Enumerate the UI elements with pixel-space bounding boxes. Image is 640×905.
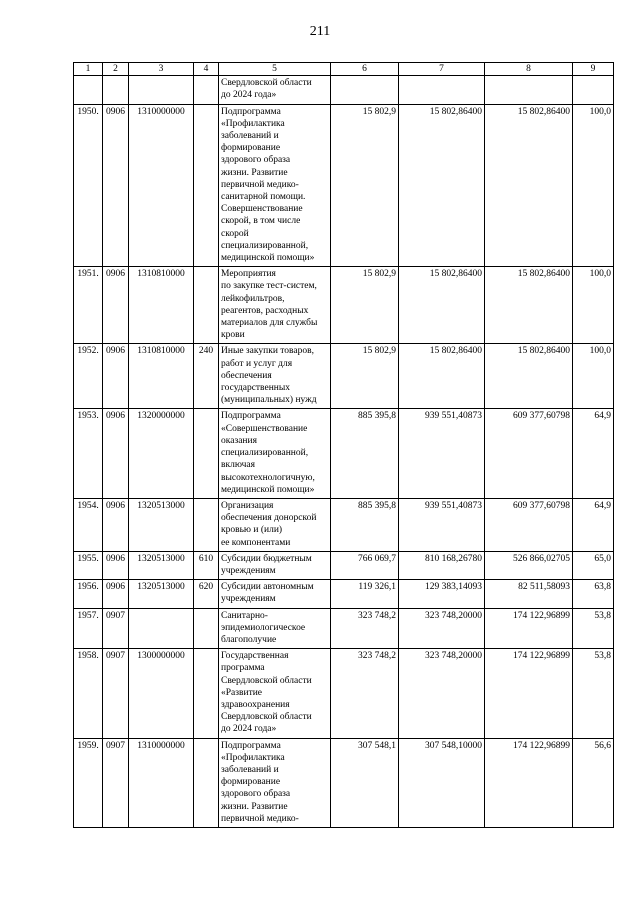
item-name-cell: Мероприятия по закупке тест-систем, лейкофильтров, реагентов, расходных материалов для службы крови bbox=[219, 267, 331, 344]
section-code-cell: 0906 bbox=[103, 580, 129, 608]
refined-amount-cell: 323 748,20000 bbox=[399, 649, 485, 738]
expense-type-cell bbox=[194, 409, 219, 498]
row-number-cell: 1958. bbox=[74, 649, 103, 738]
approved-amount-cell: 323 748,2 bbox=[331, 608, 399, 649]
refined-amount-cell: 307 548,10000 bbox=[399, 738, 485, 827]
target-article-cell: 1310810000 bbox=[129, 344, 194, 409]
approved-amount-cell: 15 802,9 bbox=[331, 267, 399, 344]
approved-amount-cell bbox=[331, 76, 399, 104]
item-name-cell: Подпрограмма «Совершенствование оказания специализированной, включая высокотехнологичную, медицинской помощи» bbox=[219, 409, 331, 498]
section-code-cell: 0907 bbox=[103, 608, 129, 649]
approved-amount-cell: 15 802,9 bbox=[331, 104, 399, 267]
table-row bbox=[74, 498, 614, 551]
target-article-cell: 1310000000 bbox=[129, 738, 194, 827]
expense-type-cell bbox=[194, 76, 219, 104]
item-name-cell: Субсидии автономным учреждениям bbox=[219, 580, 331, 608]
executed-amount-cell: 526 866,02705 bbox=[485, 551, 573, 579]
execution-percent-cell: 64,9 bbox=[573, 409, 614, 498]
column-header: 3 bbox=[129, 63, 194, 76]
column-header: 1 bbox=[74, 63, 103, 76]
execution-percent-cell: 53,8 bbox=[573, 608, 614, 649]
executed-amount-cell: 15 802,86400 bbox=[485, 267, 573, 344]
executed-amount-cell: 82 511,58093 bbox=[485, 580, 573, 608]
expense-type-cell bbox=[194, 267, 219, 344]
refined-amount-cell: 15 802,86400 bbox=[399, 104, 485, 267]
column-header: 7 bbox=[399, 63, 485, 76]
execution-percent-cell: 100,0 bbox=[573, 104, 614, 267]
expense-type-cell bbox=[194, 738, 219, 827]
approved-amount-cell: 119 326,1 bbox=[331, 580, 399, 608]
expense-type-cell: 240 bbox=[194, 344, 219, 409]
executed-amount-cell bbox=[485, 76, 573, 104]
row-number-cell: 1959. bbox=[74, 738, 103, 827]
refined-amount-cell bbox=[399, 76, 485, 104]
section-code-cell: 0906 bbox=[103, 498, 129, 551]
execution-percent-cell: 63,8 bbox=[573, 580, 614, 608]
refined-amount-cell: 810 168,26780 bbox=[399, 551, 485, 579]
table-row bbox=[74, 104, 614, 267]
approved-amount-cell: 885 395,8 bbox=[331, 498, 399, 551]
section-code-cell bbox=[103, 76, 129, 104]
section-code-cell: 0907 bbox=[103, 738, 129, 827]
row-number-cell: 1954. bbox=[74, 498, 103, 551]
target-article-cell bbox=[129, 608, 194, 649]
refined-amount-cell: 323 748,20000 bbox=[399, 608, 485, 649]
refined-amount-cell: 15 802,86400 bbox=[399, 344, 485, 409]
row-number-cell: 1953. bbox=[74, 409, 103, 498]
refined-amount-cell: 939 551,40873 bbox=[399, 409, 485, 498]
page-number: 211 bbox=[309, 24, 331, 39]
execution-percent-cell: 65,0 bbox=[573, 551, 614, 579]
row-number-cell: 1957. bbox=[74, 608, 103, 649]
refined-amount-cell: 15 802,86400 bbox=[399, 267, 485, 344]
section-code-cell: 0906 bbox=[103, 104, 129, 267]
target-article-cell: 1310000000 bbox=[129, 104, 194, 267]
section-code-cell: 0907 bbox=[103, 649, 129, 738]
target-article-cell: 1300000000 bbox=[129, 649, 194, 738]
target-article-cell: 1320000000 bbox=[129, 409, 194, 498]
column-header: 9 bbox=[573, 63, 614, 76]
column-header: 5 bbox=[219, 63, 331, 76]
item-name-cell: Иные закупки товаров, работ и услуг для обеспечения государственных (муниципальных) нужд bbox=[219, 344, 331, 409]
table-row bbox=[74, 409, 614, 498]
item-name-cell: Организация обеспечения донорской кровью и (или) ее компонентами bbox=[219, 498, 331, 551]
table-row bbox=[74, 551, 614, 579]
table-header-row bbox=[74, 63, 614, 76]
table-row bbox=[74, 580, 614, 608]
expense-type-cell bbox=[194, 608, 219, 649]
execution-percent-cell: 56,6 bbox=[573, 738, 614, 827]
table-row bbox=[74, 76, 614, 104]
target-article-cell: 1310810000 bbox=[129, 267, 194, 344]
approved-amount-cell: 323 748,2 bbox=[331, 649, 399, 738]
executed-amount-cell: 15 802,86400 bbox=[485, 104, 573, 267]
refined-amount-cell: 939 551,40873 bbox=[399, 498, 485, 551]
expense-type-cell bbox=[194, 649, 219, 738]
table-row bbox=[74, 267, 614, 344]
item-name-cell: Подпрограмма «Профилактика заболеваний и формирование здорового образа жизни. Развитие первичной медико- санитарной помощи. Совершенствование скорой, в том числе скорой специализированной, медицинской помощи» bbox=[219, 104, 331, 267]
column-header: 8 bbox=[485, 63, 573, 76]
section-code-cell: 0906 bbox=[103, 551, 129, 579]
column-header: 2 bbox=[103, 63, 129, 76]
executed-amount-cell: 174 122,96899 bbox=[485, 649, 573, 738]
approved-amount-cell: 15 802,9 bbox=[331, 344, 399, 409]
section-code-cell: 0906 bbox=[103, 409, 129, 498]
row-number-cell: 1956. bbox=[74, 580, 103, 608]
expense-type-cell: 620 bbox=[194, 580, 219, 608]
item-name-cell: Субсидии бюджетным учреждениям bbox=[219, 551, 331, 579]
expense-type-cell: 610 bbox=[194, 551, 219, 579]
column-header: 6 bbox=[331, 63, 399, 76]
row-number-cell: 1952. bbox=[74, 344, 103, 409]
budget-table bbox=[73, 62, 614, 828]
executed-amount-cell: 15 802,86400 bbox=[485, 344, 573, 409]
section-code-cell: 0906 bbox=[103, 344, 129, 409]
target-article-cell: 1320513000 bbox=[129, 551, 194, 579]
executed-amount-cell: 174 122,96899 bbox=[485, 608, 573, 649]
approved-amount-cell: 307 548,1 bbox=[331, 738, 399, 827]
row-number-cell: 1950. bbox=[74, 104, 103, 267]
table-row bbox=[74, 608, 614, 649]
executed-amount-cell: 609 377,60798 bbox=[485, 409, 573, 498]
section-code-cell: 0906 bbox=[103, 267, 129, 344]
execution-percent-cell: 100,0 bbox=[573, 267, 614, 344]
execution-percent-cell bbox=[573, 76, 614, 104]
row-number-cell bbox=[74, 76, 103, 104]
target-article-cell: 1320513000 bbox=[129, 498, 194, 551]
approved-amount-cell: 885 395,8 bbox=[331, 409, 399, 498]
execution-percent-cell: 53,8 bbox=[573, 649, 614, 738]
row-number-cell: 1955. bbox=[74, 551, 103, 579]
expense-type-cell bbox=[194, 498, 219, 551]
row-number-cell: 1951. bbox=[74, 267, 103, 344]
target-article-cell bbox=[129, 76, 194, 104]
execution-percent-cell: 64,9 bbox=[573, 498, 614, 551]
item-name-cell: Свердловской области до 2024 года» bbox=[219, 76, 331, 104]
refined-amount-cell: 129 383,14093 bbox=[399, 580, 485, 608]
executed-amount-cell: 174 122,96899 bbox=[485, 738, 573, 827]
table-row bbox=[74, 344, 614, 409]
executed-amount-cell: 609 377,60798 bbox=[485, 498, 573, 551]
target-article-cell: 1320513000 bbox=[129, 580, 194, 608]
column-header: 4 bbox=[194, 63, 219, 76]
item-name-cell: Подпрограмма «Профилактика заболеваний и формирование здорового образа жизни. Развитие первичной медико- bbox=[219, 738, 331, 827]
approved-amount-cell: 766 069,7 bbox=[331, 551, 399, 579]
expense-type-cell bbox=[194, 104, 219, 267]
item-name-cell: Санитарно- эпидемиологическое благополучие bbox=[219, 608, 331, 649]
execution-percent-cell: 100,0 bbox=[573, 344, 614, 409]
table-row bbox=[74, 649, 614, 738]
item-name-cell: Государственная программа Свердловской области «Развитие здравоохранения Свердловской области до 2024 года» bbox=[219, 649, 331, 738]
table-row bbox=[74, 738, 614, 827]
